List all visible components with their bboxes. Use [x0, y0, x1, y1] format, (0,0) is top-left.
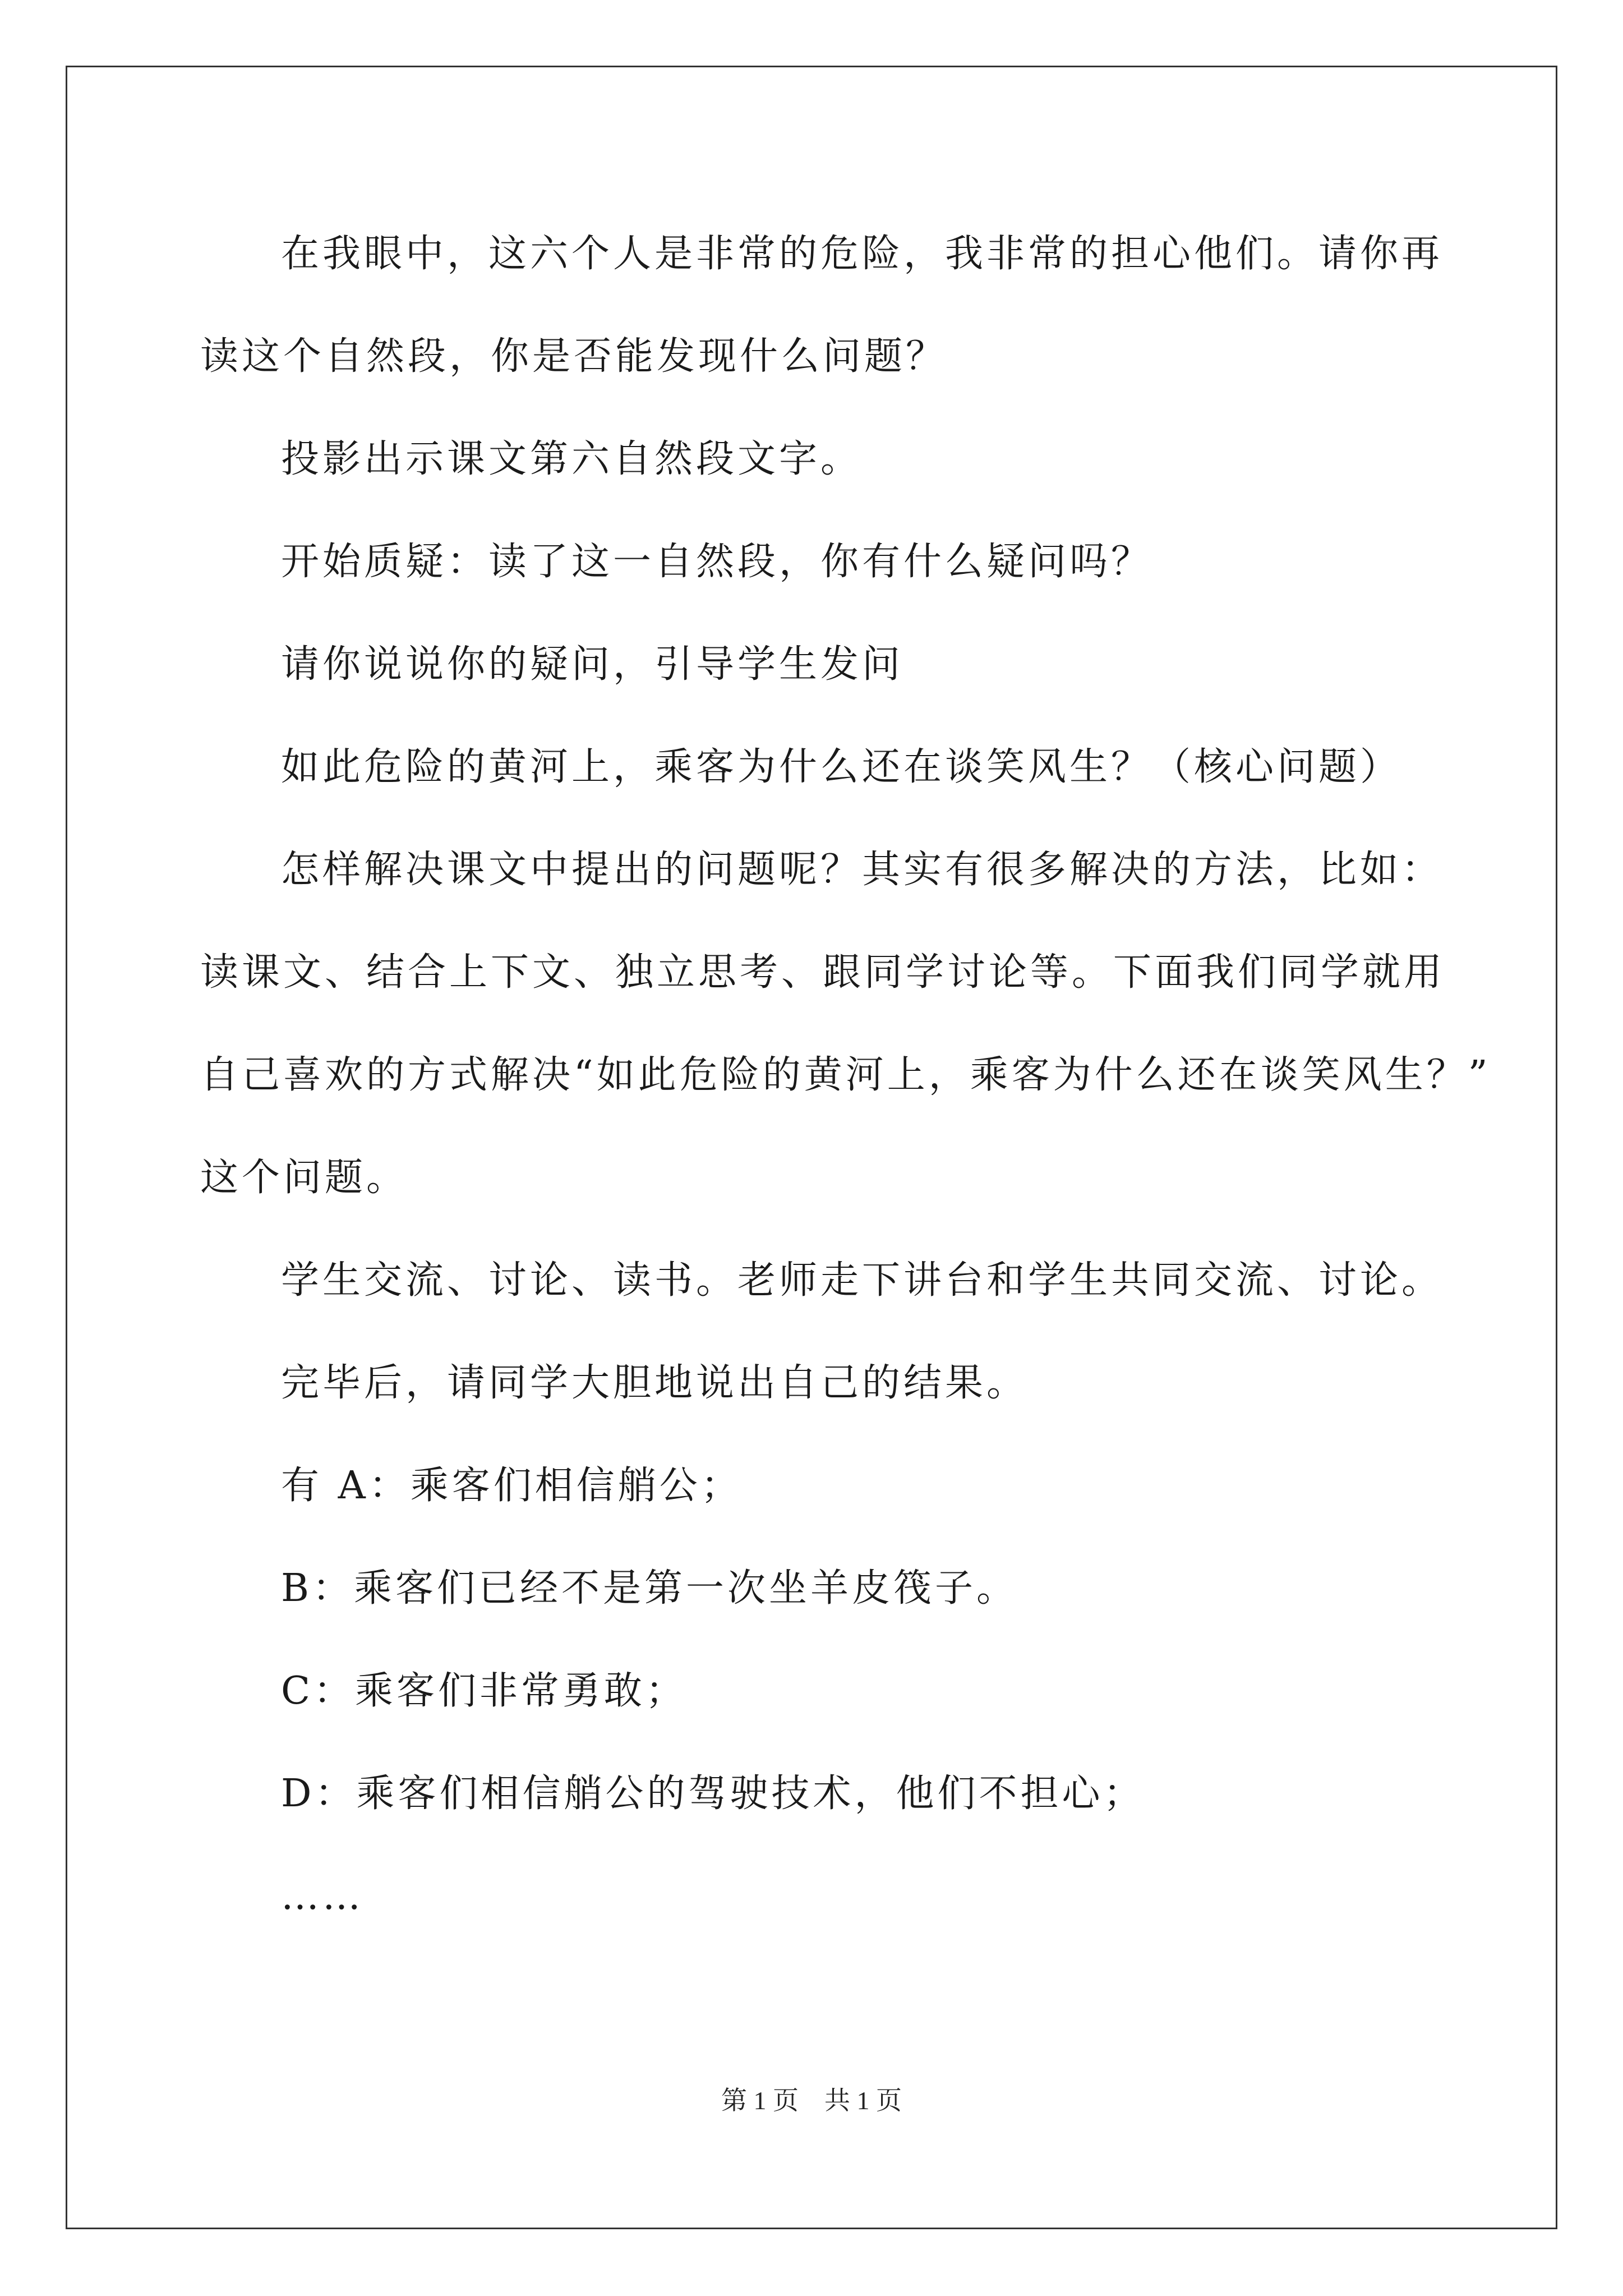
paragraph-line: 完毕后，请同学大胆地说出自己的结果。 [281, 1361, 1029, 1405]
paragraph-line: 在我眼中，这六个人是非常的危险，我非常的担心他们。请你再 [281, 232, 1444, 276]
paragraph-line: 读课文、结合上下文、独立思考、跟同学讨论等。下面我们同学就用 [200, 950, 1446, 995]
paragraph-line: 如此危险的黄河上，乘客为什么还在谈笑风生？（核心问题） [281, 745, 1402, 789]
answer-line-b: B：乘客们已经不是第一次坐羊皮筏子。 [281, 1566, 1018, 1611]
paragraph-line: 这个问题。 [200, 1156, 408, 1200]
answer-line-a: 有 A：乘客们相信艄公； [281, 1464, 743, 1508]
paragraph-line: 投影出示课文第六自然段文字。 [281, 437, 863, 481]
paragraph-line: 学生交流、讨论、读书。老师走下讲台和学生共同交流、讨论。 [281, 1258, 1444, 1303]
paragraph-line: 开始质疑：读了这一自然段，你有什么疑问吗？ [281, 540, 1153, 584]
answer-line-c: C：乘客们非常勇敢； [281, 1669, 688, 1713]
paragraph-line: 自己喜欢的方式解决“如此危险的黄河上，乘客为什么还在谈笑风生？” [200, 1053, 1491, 1097]
paragraph-line: 怎样解决课文中提出的问题呢？其实有很多解决的方法，比如： [281, 848, 1444, 892]
ellipsis-line: …… [281, 1874, 364, 1918]
page-number-footer: 第 1 页 共 1 页 [721, 2086, 902, 2115]
document-body [200, 220, 1513, 1966]
paragraph-line: 读这个自然段，你是否能发现什么问题？ [200, 334, 948, 379]
answer-line-d: D：乘客们相信艄公的驾驶技术，他们不担心； [281, 1772, 1145, 1816]
paragraph-line: 请你说说你的疑问，引导学生发问 [281, 642, 904, 687]
